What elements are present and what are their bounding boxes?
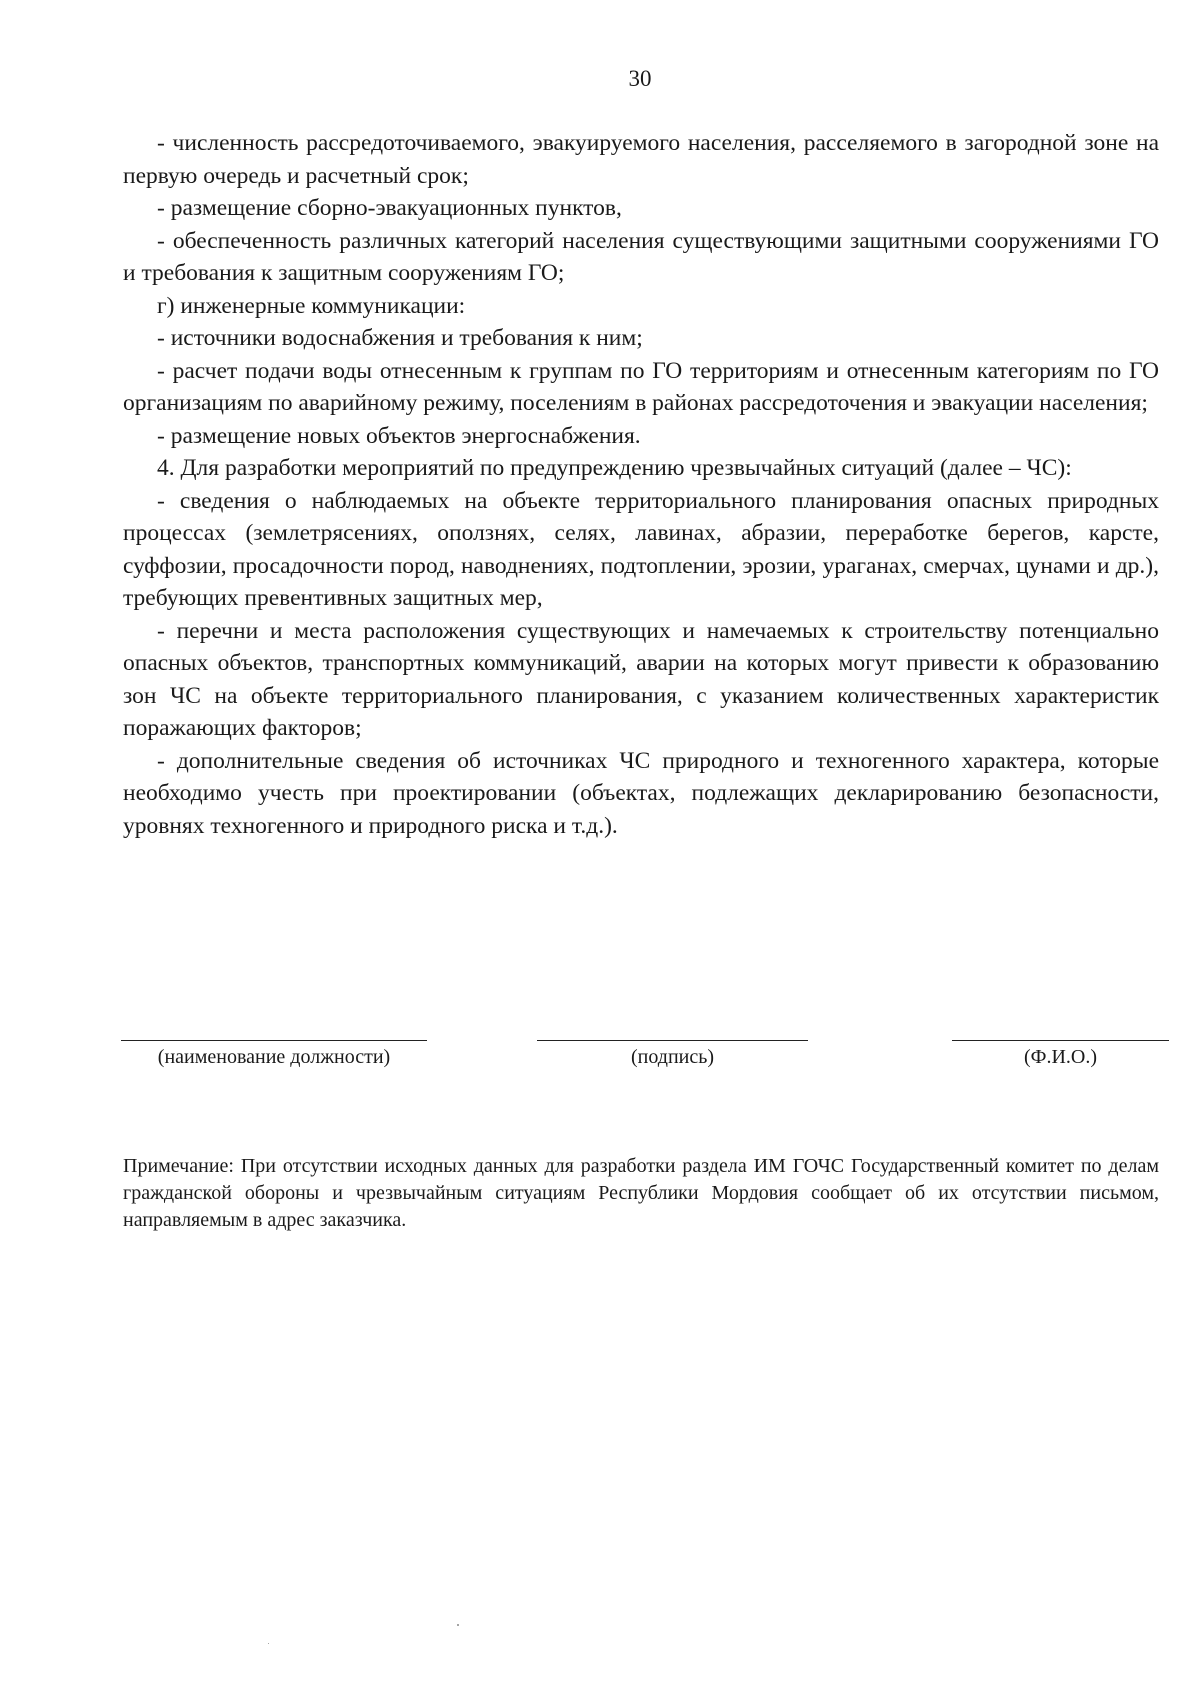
paragraph-hazardous-objects: - перечни и места расположения существующих и намечаемых к строительству потенциально опасных объектов, транспортных коммуникаций, аварии на которых могут привести к образованию зон ЧС на объекте территориального планирования, с указанием количественных характеристик поражающих факторов; [123,617,1159,741]
paragraph-engineering-heading: г) инженерные коммуникации: [157,292,466,319]
position-signature-line [121,1040,427,1041]
paragraph-additional-info: - дополнительные сведения об источниках ЧС природного и техногенного характера, которые необходимо учесть при проектировании (объектах, подлежащих декларированию безопасности, уровнях техногенного и природного риска и т.д.). [123,747,1159,839]
paragraph-emergency-prevention-heading: 4. Для разработки мероприятий по предупреждению чрезвычайных ситуаций (далее – ЧС): [157,455,1072,481]
page-number: 30 [628,66,652,91]
note-text: Примечание: При отсутствии исходных данных для разработки раздела ИМ ГОЧС Государственный комитет по делам гражданской обороны и чрезвычайным ситуациям Республики Мордовия сообщает об их отсутствии письмом, направляемым в адрес заказчика. [123,1155,1159,1231]
document-body [123,127,1159,842]
position-caption: (наименование должности) [157,1046,391,1068]
scan-speck [268,1643,269,1644]
scan-speck [457,1624,459,1626]
note-block [123,1153,1159,1234]
paragraph-energy-objects: - размещение новых объектов энергоснабжения. [157,422,641,449]
paragraph-population-count: - численность рассредоточиваемого, эвакуируемого населения, расселяемого в загородной зоне на первую очередь и расчетный срок; [123,130,1159,189]
paragraph-water-sources: - источники водоснабжения и требования к ним; [157,325,643,351]
name-signature-line [952,1040,1169,1041]
paragraph-evacuation-points: - размещение сборно-эвакуационных пунктов, [157,195,622,221]
name-caption: (Ф.И.О.) [1023,1046,1097,1068]
paragraph-protective-structures: - обеспеченность различных категорий населения существующими защитными сооружениями ГО и требования к защитным сооружениям ГО; [123,227,1159,286]
paragraph-water-supply-calculation: - расчет подачи воды отнесенным к группам по ГО территориям и отнесенным категориям по ГО организациям по аварийному режиму, поселениям в районах рассредоточения и эвакуации населения; [123,357,1159,416]
signature-line [537,1040,808,1041]
signature-caption: (подпись) [630,1046,715,1068]
paragraph-natural-hazards: - сведения о наблюдаемых на объекте территориального планирования опасных природных процессах (землетрясениях, оползнях, селях, лавинах, абразии, переработке берегов, карсте, суффозии, просадочности пород, наводнениях, подтоплении, эрозии, ураганах, смерчах, цунами и др.), требующих превентивных защитных мер, [123,487,1159,611]
